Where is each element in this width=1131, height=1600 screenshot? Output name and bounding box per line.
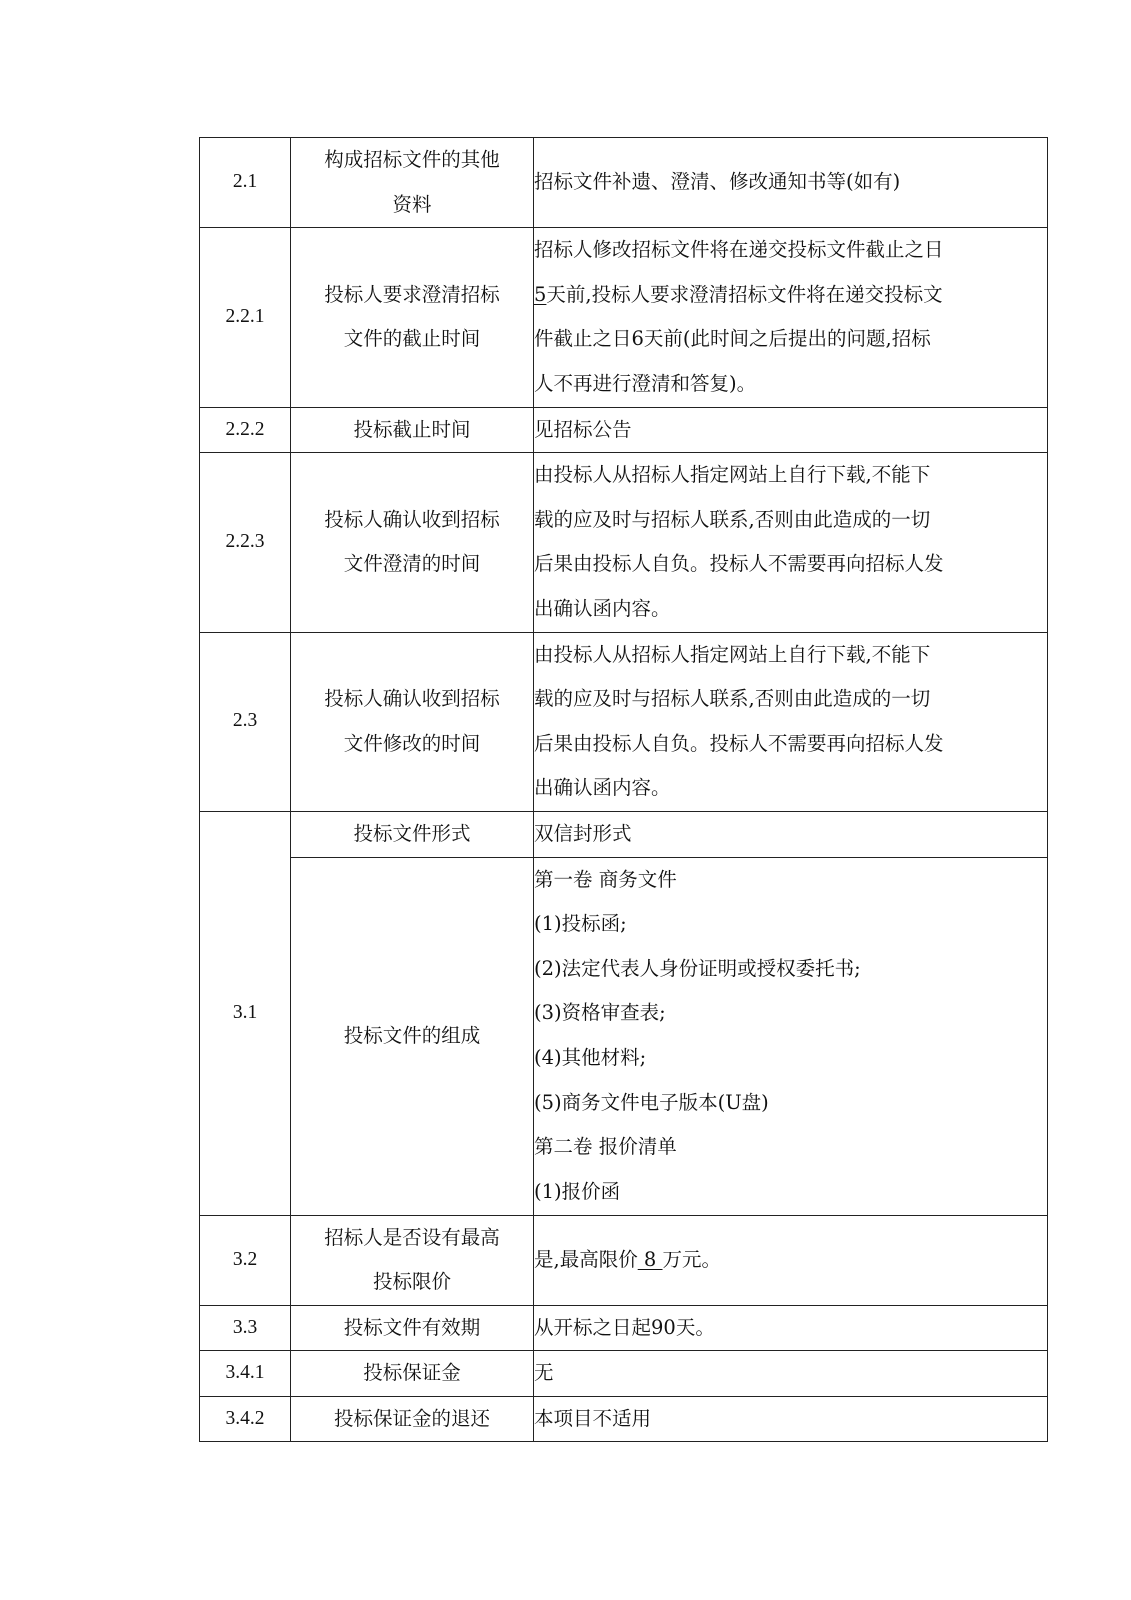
bid-data-table bbox=[199, 137, 1048, 1442]
clause-content: 无 bbox=[534, 1351, 1048, 1397]
clause-item-line: 资料 bbox=[392, 192, 432, 216]
clause-content: 招标文件补遗、澄清、修改通知书等(如有) bbox=[534, 138, 1048, 228]
table-row-2-3 bbox=[200, 632, 1048, 811]
clause-item: 投标保证金 bbox=[291, 1351, 534, 1397]
clause-item: 投标保证金的退还 bbox=[291, 1396, 534, 1442]
clause-content: 见招标公告 bbox=[534, 407, 1048, 453]
clause-item bbox=[291, 228, 534, 407]
clause-content: 本项目不适用 bbox=[534, 1396, 1048, 1442]
content-line: 后果由投标人自负。投标人不需要再向招标人发 bbox=[534, 552, 944, 576]
content-line: 出确认函内容。 bbox=[534, 596, 671, 620]
clause-item bbox=[291, 1215, 534, 1305]
clause-content bbox=[534, 857, 1048, 1215]
clause-item: 投标文件有效期 bbox=[291, 1305, 534, 1351]
content-text: 是,最高限价 bbox=[534, 1247, 638, 1271]
content-text: 天前,投标人要求澄清招标文件将在递交投标文 bbox=[546, 282, 943, 306]
content-line: 由投标人从招标人指定网站上自行下载,不能下 bbox=[534, 642, 931, 666]
clause-item-line: 投标人要求澄清招标 bbox=[324, 282, 500, 306]
clause-number: 2.2.2 bbox=[200, 407, 291, 453]
clause-number: 2.2.1 bbox=[200, 228, 291, 407]
content-line: (3)资格审查表; bbox=[534, 1001, 666, 1025]
clause-number: 3.2 bbox=[200, 1215, 291, 1305]
clause-item bbox=[291, 138, 534, 228]
clause-content: 从开标之日起90天。 bbox=[534, 1305, 1048, 1351]
table-row-3-1-form bbox=[200, 811, 1048, 857]
clause-item-line: 文件的截止时间 bbox=[343, 327, 481, 351]
table-row-2-2-2 bbox=[200, 407, 1048, 453]
clause-item-line: 文件澄清的时间 bbox=[343, 552, 481, 576]
clause-content bbox=[534, 228, 1048, 407]
clause-item-line: 文件修改的时间 bbox=[343, 731, 481, 755]
content-text: 万元。 bbox=[662, 1247, 722, 1271]
clause-number: 3.1 bbox=[200, 811, 291, 1215]
clause-content bbox=[534, 632, 1048, 811]
clause-number: 2.2.3 bbox=[200, 453, 291, 632]
table-row-2-2-3 bbox=[200, 453, 1048, 632]
table-row-2-1 bbox=[200, 138, 1048, 228]
content-line: 出确认函内容。 bbox=[534, 776, 671, 800]
content-line: (4)其他材料; bbox=[534, 1046, 647, 1069]
clause-number: 3.3 bbox=[200, 1305, 291, 1351]
content-line: (1)投标函; bbox=[534, 912, 627, 936]
content-line: 件截止之日6天前(此时间之后提出的问题,招标 bbox=[534, 327, 931, 351]
clause-item-line: 投标人确认收到招标 bbox=[324, 507, 500, 531]
deadline-days-value: 5 bbox=[534, 282, 547, 306]
clause-number: 2.1 bbox=[200, 138, 291, 228]
content-line: 招标人修改招标文件将在递交投标文件截止之日 bbox=[534, 238, 944, 262]
table-row-3-2 bbox=[200, 1215, 1048, 1305]
table-row-3-4-1 bbox=[200, 1351, 1048, 1397]
clause-number: 2.3 bbox=[200, 632, 291, 811]
table-row-2-2-1 bbox=[200, 228, 1048, 407]
clause-item: 投标文件形式 bbox=[291, 811, 534, 857]
clause-content: 双信封形式 bbox=[534, 811, 1048, 857]
content-line: 载的应及时与招标人联系,否则由此造成的一切 bbox=[534, 507, 931, 531]
content-line: (2)法定代表人身份证明或授权委托书; bbox=[534, 956, 861, 980]
clause-item-line: 构成招标文件的其他 bbox=[324, 148, 500, 171]
content-line: (5)商务文件电子版本(U盘) bbox=[534, 1090, 769, 1114]
content-line: 载的应及时与招标人联系,否则由此造成的一切 bbox=[534, 687, 931, 711]
content-line bbox=[534, 273, 1047, 318]
content-line: 第二卷 报价清单 bbox=[534, 1135, 677, 1159]
content-line: 由投标人从招标人指定网站上自行下载,不能下 bbox=[534, 463, 931, 487]
max-price-value: 8 bbox=[637, 1247, 663, 1271]
table-row-3-3 bbox=[200, 1305, 1048, 1351]
content-line: 后果由投标人自负。投标人不需要再向招标人发 bbox=[534, 731, 944, 755]
clause-number: 3.4.1 bbox=[200, 1351, 291, 1397]
table-row-3-1-composition bbox=[200, 857, 1048, 1215]
clause-content bbox=[534, 453, 1048, 632]
table-row-3-4-2 bbox=[200, 1396, 1048, 1442]
clause-item-line: 招标人是否设有最高 bbox=[324, 1225, 500, 1249]
content-line: 人不再进行澄清和答复)。 bbox=[534, 371, 757, 395]
clause-content bbox=[534, 1215, 1048, 1305]
clause-item-line: 投标限价 bbox=[372, 1270, 451, 1294]
clause-item bbox=[291, 632, 534, 811]
clause-item-line: 投标人确认收到招标 bbox=[324, 687, 500, 711]
clause-item bbox=[291, 453, 534, 632]
clause-number: 3.4.2 bbox=[200, 1396, 291, 1442]
clause-item: 投标截止时间 bbox=[291, 407, 534, 453]
content-line: 第一卷 商务文件 bbox=[534, 867, 677, 891]
content-line: (1)报价函 bbox=[534, 1179, 621, 1203]
clause-item: 投标文件的组成 bbox=[291, 857, 534, 1215]
